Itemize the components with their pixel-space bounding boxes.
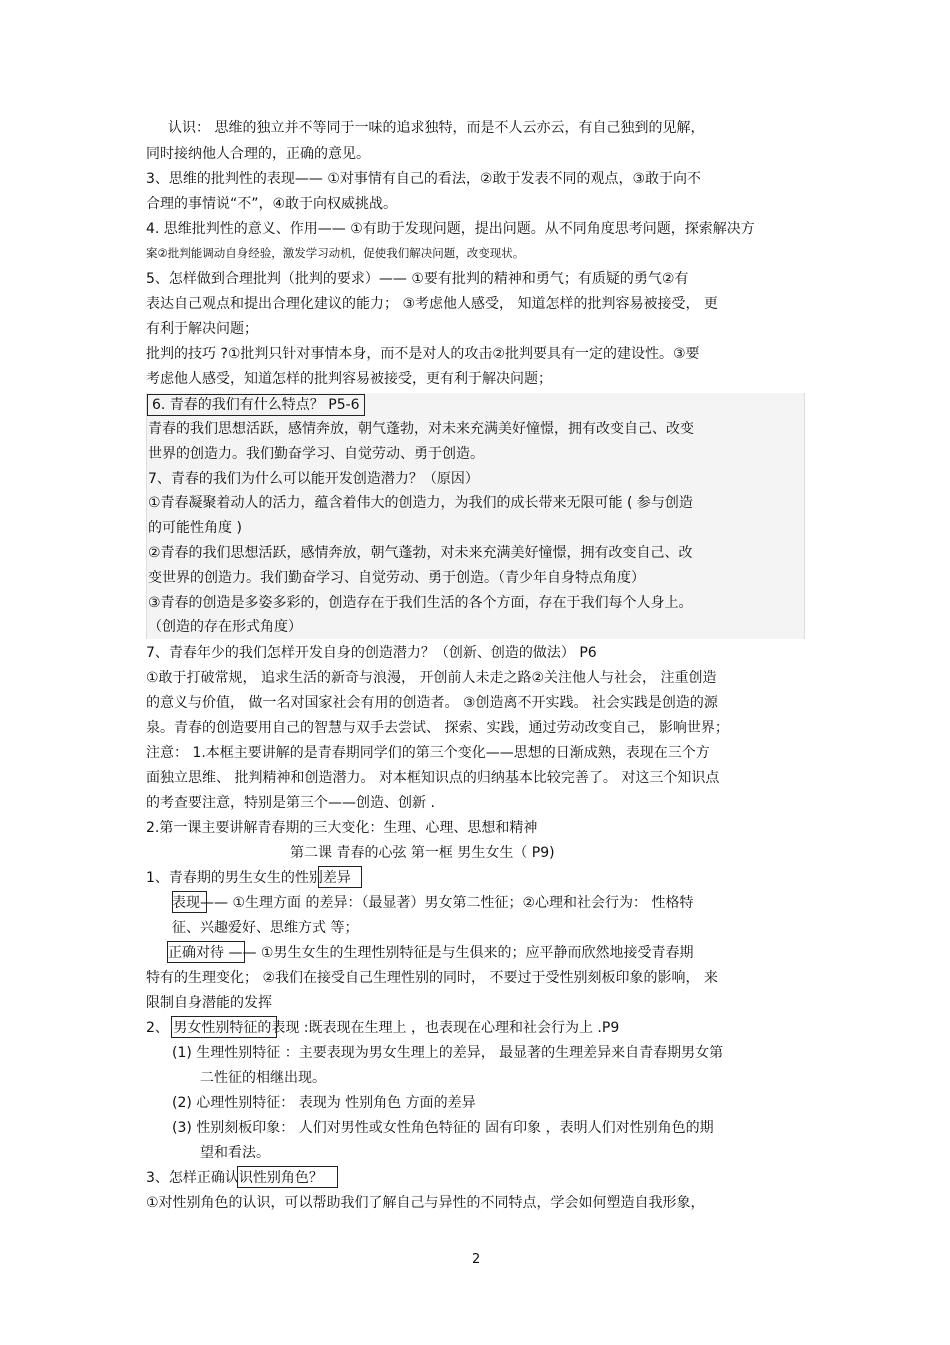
section-heading: 7、青春年少的我们怎样开发自身的创造潜力？（创新、创造的做法） P6 — [146, 645, 597, 661]
text-line: 的可能性角度 ) — [148, 520, 242, 536]
text-line: 同时接纳他人合理的，正确的意见。 — [146, 146, 370, 162]
section-heading: 7、青春的我们为什么可以能开发创造潜力？（原因） — [148, 471, 479, 487]
section-heading: 2、 男女性别特征的表现 :既表现在生理上 ，也表现在心理和社会行为上 .P9 — [146, 1020, 620, 1036]
text-line: ①对性别角色的认识，可以帮助我们了解自己与异性的不同特点，学会如何塑造自我形象， — [146, 1195, 705, 1211]
text-line: 考虑他人感受，知道怎样的批判容易被接受，更有利于解决问题； — [146, 371, 552, 387]
annotation-box — [167, 941, 245, 963]
section-heading: 5、怎样做到合理批判（批判的要求）—— ①要有批判的精神和勇气；有质疑的勇气②有 — [146, 271, 689, 287]
text-line: 青春的我们思想活跃，感情奔放，朝气蓬勃，对未来充满美好憧憬，拥有改变自己、改变 — [148, 421, 694, 437]
text-line: 世界的创造力。我们勤奋学习、自觉劳动、勇于创造。 — [148, 446, 484, 462]
text-line: （创造的存在形式角度） — [148, 619, 302, 635]
text-line: 有利于解决问题； — [146, 321, 258, 337]
text-line: 二性征的相继出现。 — [200, 1070, 326, 1086]
section-heading: 4. 思维批判性的意义、作用—— ①有助于发现问题，提出问题。从不同角度思考问题，探索解决方 — [146, 221, 755, 237]
annotation-box — [318, 866, 362, 888]
lesson-title: 第二课 青春的心弦 第一框 男生女生（ P9) — [290, 845, 555, 861]
text-line: 正确对待 —— ①男生女生的生理性别特征是与生俱来的；应平静而欣然地接受青春期 — [168, 945, 694, 961]
text-line: 表达自己观点和提出合理化建议的能力； ③考虑他人感受， 知道怎样的批判容易被接受， 更 — [146, 296, 718, 312]
page-number: 2 — [472, 1252, 481, 1267]
list-item: (1) 生理性别特征 ：主要表现为男女生理上的差异， 最显著的生理差异来自青春期男女第 — [172, 1045, 724, 1061]
text-line: 特有的生理变化； ②我们在接受自己生理性别的同时， 不要过于受性别刻板印象的影响， 来 — [146, 970, 718, 986]
text-line: 泉。青春的创造要用自己的智慧与双手去尝试、 探索、实践，通过劳动改变自己， 影响世界； — [146, 720, 729, 736]
text-line: 批判的技巧 ?①批判只针对事情本身，而不是对人的攻击②批判要具有一定的建设性。③要 — [146, 346, 700, 362]
boxed-heading: 6. 青春的我们有什么特点？ P5-6 — [147, 394, 365, 416]
section-heading: 3、怎样正确认识性别角色？ — [146, 1170, 323, 1186]
section-heading: 1、青春期的男生女生的性别差异 — [146, 870, 351, 886]
text-line: ③青春的创造是多姿多彩的，创造存在于我们生活的各个方面，存在于我们每个人身上。 — [148, 595, 693, 611]
text-line: 认识： 思维的独立并不等同于一味的追求独特，而是不人云亦云，有自己独到的见解， — [168, 120, 705, 136]
section-heading: 3、思维的批判性的表现—— ①对事情有自己的看法，②敢于发表不同的观点，③敢于向不 — [146, 171, 702, 187]
annotation-box — [172, 891, 207, 913]
text-line: ①青春凝聚着动人的活力，蕴含着伟大的创造力，为我们的成长带来无限可能 ( 参与创造 — [148, 495, 693, 511]
text-line: 注意： 1.本框主要讲解的是青春期同学们的第三个变化——思想的日渐成熟，表现在三个方 — [146, 745, 710, 761]
text-line: 的意义与价值， 做一名对国家社会有用的创造者。 ③创造离不开实践。 社会实践是创造的源 — [146, 695, 718, 711]
text-line: 望和看法。 — [200, 1145, 270, 1161]
text-line: 变世界的创造力。我们勤奋学习、自觉劳动、勇于创造。（青少年自身特点角度） — [148, 570, 645, 586]
text-line: 征、兴趣爱好、思维方式 等； — [172, 920, 359, 936]
text-line: ①敢于打破常规， 追求生活的新奇与浪漫， 开创前人未走之路②关注他人与社会， 注重创造 — [146, 670, 717, 686]
text-line: 案②批判能调动自身经验，激发学习动机，促使我们解决问题，改变现状。 — [146, 246, 525, 260]
annotation-box — [171, 1016, 277, 1038]
list-item: (2) 心理性别特征： 表现为 性别角色 方面的差异 — [172, 1095, 476, 1111]
text-line: 限制自身潜能的发挥 — [146, 995, 272, 1011]
text-line: 面独立思维、 批判精神和创造潜力。 对本框知识点的归纳基本比较完善了。 对这三个知识点 — [146, 770, 720, 786]
text-line: 合理的事情说“不”，④敢于向权威挑战。 — [146, 196, 398, 212]
text-line: ②青春的我们思想活跃，感情奔放，朝气蓬勃，对未来充满美好憧憬，拥有改变自己、改 — [148, 545, 693, 561]
text-line: 2.第一课主要讲解青春期的三大变化：生理、心理、思想和精神 — [146, 820, 538, 836]
annotation-box — [237, 1166, 338, 1188]
text-line: 的考查要注意，特别是第三个——创造、创新 . — [146, 795, 435, 811]
text-line: 表现—— ①生理方面 的差异：（最显著）男女第二性征；②心理和社会行为： 性格特 — [172, 895, 694, 911]
list-item: (3) 性别刻板印象： 人们对男性或女性角色特征的 固有印象 ，表明人们对性别角色的期 — [172, 1120, 714, 1136]
